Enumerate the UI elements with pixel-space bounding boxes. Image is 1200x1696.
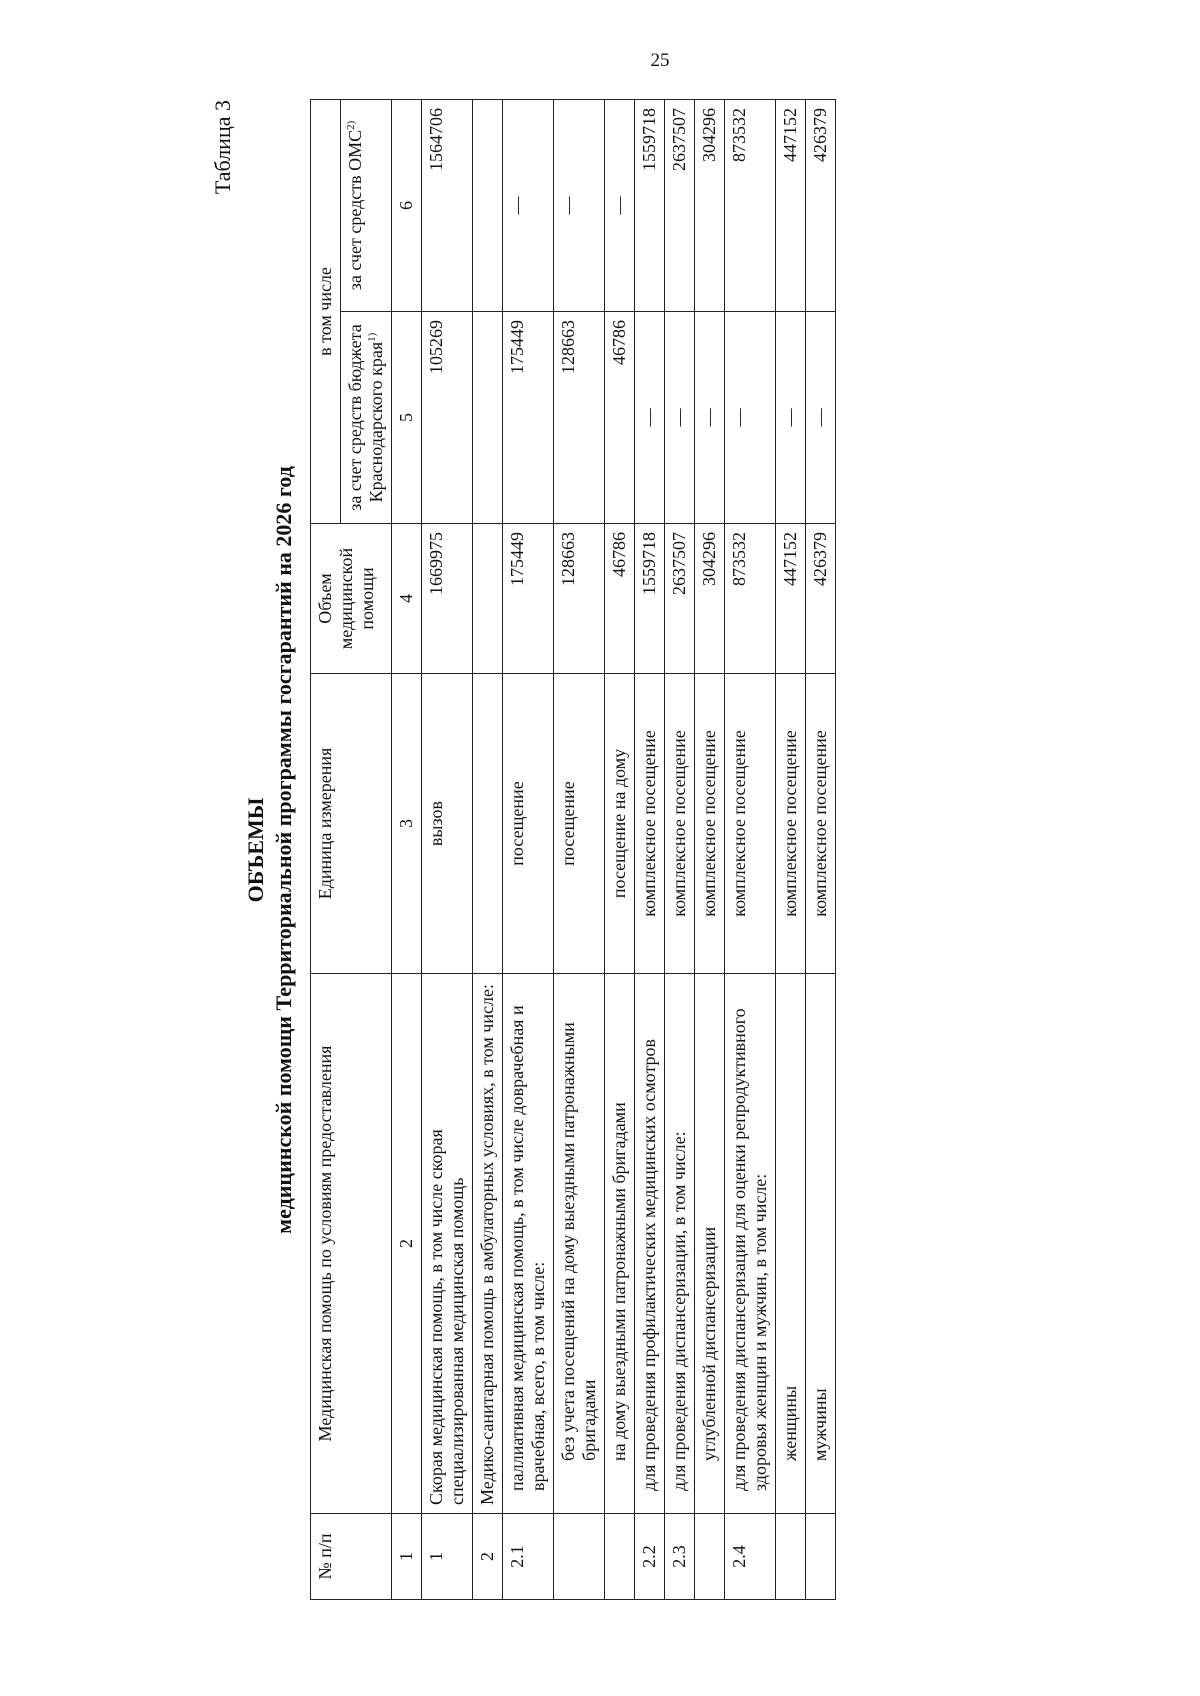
row-care-type: мужчины [806,974,836,1514]
row-volume: 128663 [554,524,605,674]
header-row-1 [311,99,341,1599]
row-number: 2.1 [503,1514,554,1600]
row-unit: комплексное посещение [665,674,695,974]
row-budget: — [725,312,776,524]
row-budget: 46786 [605,312,635,524]
header-oms-footnote: 2) [345,120,357,130]
column-numbers-row [392,99,422,1599]
row-budget: — [665,312,695,524]
row-oms: 304296 [695,99,725,311]
row-care-type: Скорая медицинская помощь, в том числе скорая специализированная медицинская помощь [422,974,473,1514]
row-oms: 447152 [776,99,806,311]
header-budget-text: за счет средств бюджета Краснодарского края [345,324,386,511]
row-unit: комплексное посещение [776,674,806,974]
row-unit: посещение [503,674,554,974]
row-volume: 1669975 [422,524,473,674]
row-care-type: для проведения диспансеризации, в том числе: [665,974,695,1514]
header-budget [341,312,392,524]
volumes-table [310,99,836,1600]
table-row [503,99,554,1599]
row-budget: 128663 [554,312,605,524]
row-care-type: для проведения диспансеризации для оценки репродуктивного здоровья женщин и мужчин, в том числе: [725,974,776,1514]
row-number: 1 [422,1514,473,1600]
table-row [473,99,503,1599]
row-oms: 2637507 [665,99,695,311]
table-body [392,99,836,1599]
column-number: 5 [392,312,422,524]
row-number: 2.2 [635,1514,665,1600]
row-oms: 1559718 [635,99,665,311]
row-number [776,1514,806,1600]
row-oms: 1564706 [422,99,473,311]
row-volume: 873532 [725,524,776,674]
row-unit: вызов [422,674,473,974]
row-oms: — [605,99,635,311]
table-row [635,99,665,1599]
table-row [605,99,635,1599]
row-unit: комплексное посещение [695,674,725,974]
header-unit: Единица измерения [311,674,392,974]
row-care-type: для проведения профилактических медицинских осмотров [635,974,665,1514]
row-budget: — [806,312,836,524]
row-care-type: без учета посещений на дому выездными патронажными бригадами [554,974,605,1514]
row-oms: 873532 [725,99,776,311]
header-volume: Объем медицинской помощи [311,524,392,674]
header-budget-footnote: 1) [366,332,378,342]
row-number: 2.3 [665,1514,695,1600]
row-oms: — [554,99,605,311]
row-unit: комплексное посещение [725,674,776,974]
header-oms-text: за счет средств ОМС [345,129,365,291]
column-number: 1 [392,1514,422,1600]
column-number: 3 [392,674,422,974]
title-line-2: медицинской помощи Территориальной программы госгарантий на 2026 год [271,466,296,1234]
row-unit: посещение на дому [605,674,635,974]
row-volume: 46786 [605,524,635,674]
column-number: 4 [392,524,422,674]
row-unit [473,674,503,974]
row-care-type: Медико-санитарная помощь в амбулаторных условиях, в том числе: [473,974,503,1514]
row-care-type: на дому выездными патронажными бригадами [605,974,635,1514]
row-volume: 2637507 [665,524,695,674]
header-num: № п/п [311,1514,392,1600]
column-number: 2 [392,974,422,1514]
row-volume: 426379 [806,524,836,674]
row-budget [473,312,503,524]
table-row [665,99,695,1599]
column-number: 6 [392,99,422,311]
table-label: Таблица 3 [210,100,235,195]
row-unit: комплексное посещение [806,674,836,974]
table-row [725,99,776,1599]
row-volume: 304296 [695,524,725,674]
row-volume: 447152 [776,524,806,674]
table-row [422,99,473,1599]
row-budget: 105269 [422,312,473,524]
row-budget: — [695,312,725,524]
header-including: в том числе [311,99,341,523]
table-row [695,99,725,1599]
row-oms [473,99,503,311]
row-care-type: паллиативная медицинская помощь, в том числе доврачебная и врачебная, всего, в том числе: [503,974,554,1514]
title-line-1: ОБЪЕМЫ [243,797,268,903]
row-budget: — [776,312,806,524]
row-number: 2 [473,1514,503,1600]
row-oms: — [503,99,554,311]
row-number [695,1514,725,1600]
row-number [554,1514,605,1600]
row-care-type: женщины [776,974,806,1514]
row-volume: 175449 [503,524,554,674]
row-volume [473,524,503,674]
row-budget: — [635,312,665,524]
page-number: 25 [650,50,670,71]
table-row [806,99,836,1599]
rotated-content [210,100,1130,1600]
row-number: 2.4 [725,1514,776,1600]
row-number [605,1514,635,1600]
document-title [242,100,298,1600]
row-oms: 426379 [806,99,836,311]
header-care: Медицинская помощь по условиям предоставления [311,974,392,1514]
header-oms [341,99,392,311]
row-number [806,1514,836,1600]
table-row [776,99,806,1599]
table-row [554,99,605,1599]
row-volume: 1559718 [635,524,665,674]
row-unit: комплексное посещение [635,674,665,974]
row-unit: посещение [554,674,605,974]
row-budget: 175449 [503,312,554,524]
row-care-type: углубленной диспансеризации [695,974,725,1514]
